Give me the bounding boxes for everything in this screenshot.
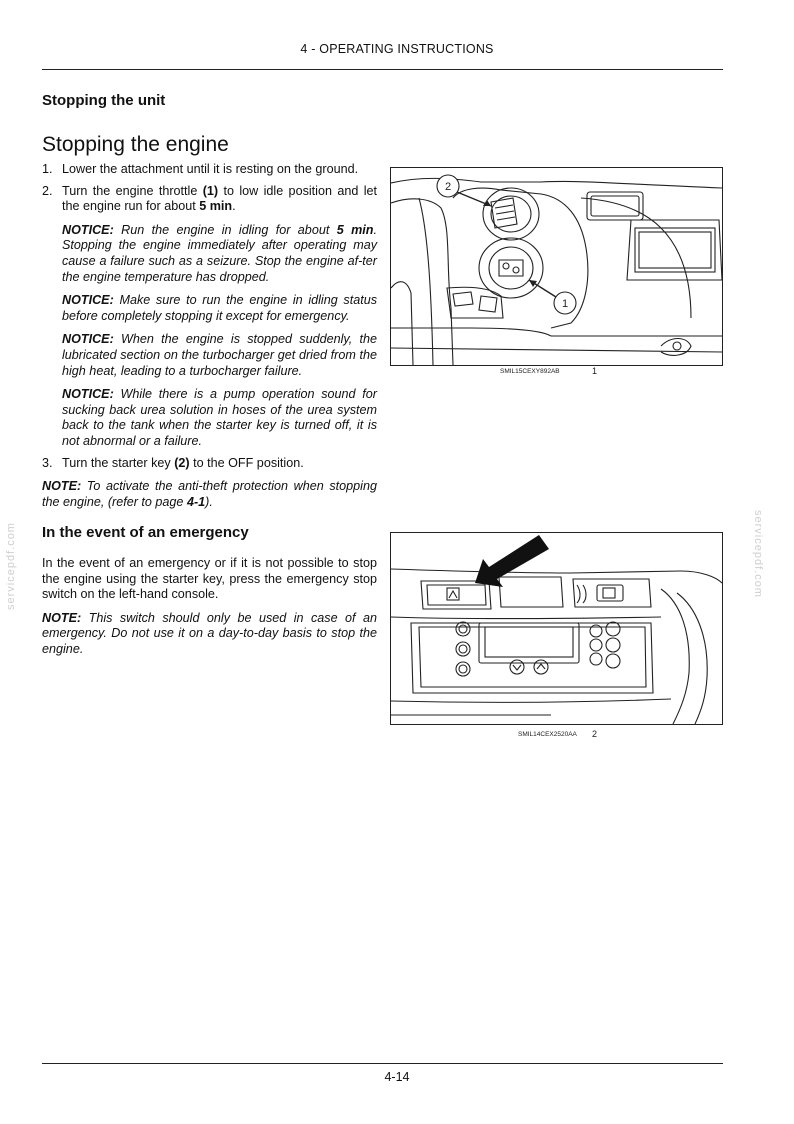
figure-throttle-starter — [390, 167, 723, 366]
step-1: 1. Lower the attachment until it is resting on the ground. — [42, 162, 359, 176]
emergency-text: In the event of an emergency or if it is not possible to stop the engine using the starter key, press the emergency stop switch on the left-hand console. — [42, 556, 377, 602]
page-number: 4-14 — [384, 1070, 410, 1084]
svg-text:2: 2 — [444, 181, 452, 193]
step-2: 2. Turn the engine throttle (1) to low idle position and let the engine run for about 5 min. — [42, 183, 378, 214]
header-divider — [42, 69, 723, 70]
figure-1-drawing — [391, 168, 722, 365]
notice-idle-5min: NOTICE: Run the engine in idling for about 5 min. Stopping the engine immediately after operating may cause a failure such as a seizure. Stop the engine af-ter the engine temperature has dropped. — [62, 222, 377, 284]
note-emergency-switch: NOTE: This switch should only be used in case of an emergency. Do not use it on a day-to-day basis to stop the engine. — [42, 610, 377, 656]
emergency-arrow — [475, 535, 549, 587]
footer-divider — [42, 1063, 723, 1064]
figure-1-number: 1 — [592, 366, 598, 376]
figure-1-caption: SMIL15CEXY892AB — [500, 368, 560, 375]
running-header: 4 - OPERATING INSTRUCTIONS — [300, 42, 494, 56]
watermark-right: servicepdf.com — [752, 510, 764, 598]
notice-idling-status: NOTICE: Make sure to run the engine in idling status before completely stopping it except for emergency. — [62, 293, 377, 323]
callout-1 — [529, 280, 576, 314]
notice-turbocharger: NOTICE: When the engine is stopped suddenly, the lubricated section on the turbocharger get dried from the high heat, leading to a turbocharger failure. — [62, 332, 377, 378]
figure-2-number: 2 — [592, 729, 598, 739]
note-anti-theft: NOTE: To activate the anti-theft protection when stopping the engine, (refer to page 4-1). — [42, 479, 377, 509]
emergency-heading: In the event of an emergency — [42, 524, 249, 541]
steps-column — [42, 162, 377, 510]
svg-text:1: 1 — [561, 298, 569, 310]
section-title: Stopping the unit — [42, 92, 166, 109]
watermark-left: servicepdf.com — [5, 522, 17, 610]
figure-emergency-switch — [390, 532, 723, 725]
step-3: 3. Turn the starter key (2) to the OFF position. — [42, 455, 304, 470]
page-heading: Stopping the engine — [42, 133, 229, 156]
emergency-column — [42, 556, 377, 658]
figure-2-caption: SMIL14CEX2520AA — [518, 731, 577, 738]
figure-2-drawing — [391, 533, 722, 724]
notice-urea-pump: NOTICE: While there is a pump operation sound for sucking back urea solution in hoses of the urea system back to the tank when the starter key is turned off, it is not abnormal or a failure. — [62, 387, 377, 448]
